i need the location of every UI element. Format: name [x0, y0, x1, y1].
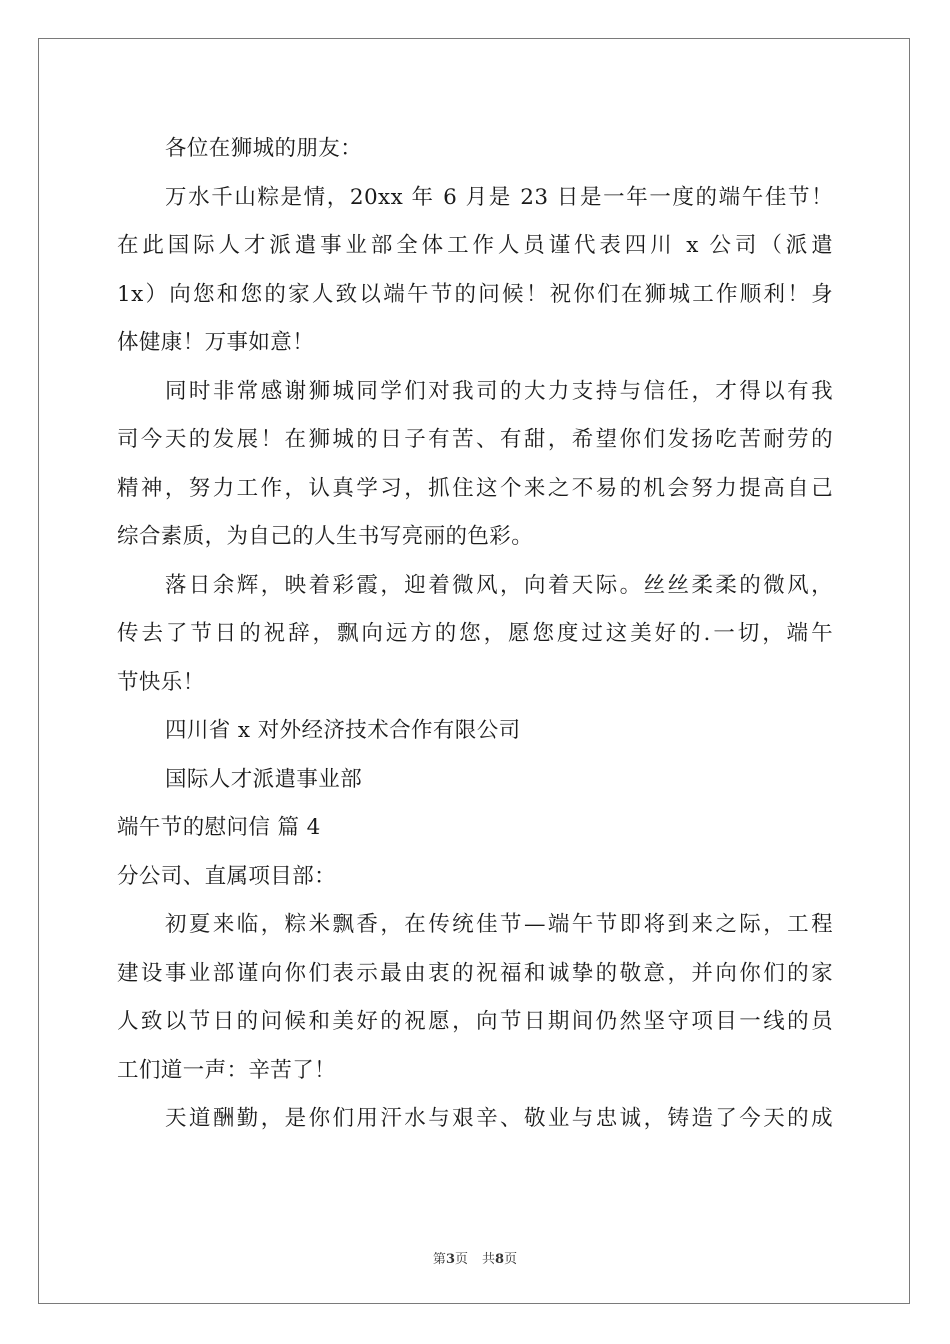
salutation: 分公司、直属项目部： [117, 863, 337, 889]
text-line: 节快乐！ [117, 669, 205, 695]
text-line: 在此国际人才派遣事业部全体工作人员谨代表四川 x 公司（派遣 [117, 233, 833, 258]
text-line: 建设事业部谨向你们表示最由衷的祝福和诚挚的敬意，并向你们的家 [117, 960, 833, 986]
text-line: 工们道一声：辛苦了！ [117, 1057, 337, 1083]
page-label-suffix: 页 [454, 1252, 468, 1267]
total-label-prefix: 共 [482, 1252, 496, 1267]
text-line: 同时非常感谢狮城同学们对我司的大力支持与信任，才得以有我 [165, 378, 833, 404]
document-body [117, 125, 833, 1144]
text-line: 天道酬勤，是你们用汗水与艰辛、敬业与忠诚，铸造了今天的成 [165, 1106, 833, 1131]
page-total: 8 [495, 1252, 505, 1267]
text-line: 落日余辉，映着彩霞，迎着微风，向着天际。丝丝柔柔的微风， [165, 572, 833, 598]
sender-company: 四川省 x 对外经济技术合作有限公司 [165, 718, 521, 743]
text-line: 初夏来临，粽米飘香，在传统佳节—端午节即将到来之际，工程 [165, 912, 833, 937]
text-line: 综合素质，为自己的人生书写亮丽的色彩。 [117, 524, 534, 549]
text-line: 体健康！万事如意！ [117, 330, 315, 355]
page-footer [0, 1248, 950, 1267]
text-line: 精神，努力工作，认真学习，抓住这个来之不易的机会努力提高自己 [117, 475, 833, 501]
sender-department: 国际人才派遣事业部 [165, 766, 363, 792]
text-line: 司今天的发展！在狮城的日子有苦、有甜，希望你们发扬吃苦耐劳的 [117, 427, 833, 452]
text-line: 传去了节日的祝辞，飘向远方的您，愿您度过这美好的.一切，端午 [117, 621, 833, 646]
text-line: 1x）向您和您的家人致以端午节的问候！祝你们在狮城工作顺利！身 [117, 281, 833, 307]
text-line: 人致以节日的问候和美好的祝愿，向节日期间仍然坚守项目一线的员 [117, 1009, 833, 1034]
text-line: 各位在狮城的朋友： [165, 136, 363, 161]
section-heading: 端午节的慰问信 篇 4 [117, 815, 321, 840]
page-label-prefix: 第 [432, 1252, 446, 1267]
page-current: 3 [445, 1252, 455, 1267]
total-label-suffix: 页 [504, 1252, 518, 1267]
text-line: 万水千山粽是情，20xx 年 6 月是 23 日是一年一度的端午佳节！ [165, 184, 833, 210]
